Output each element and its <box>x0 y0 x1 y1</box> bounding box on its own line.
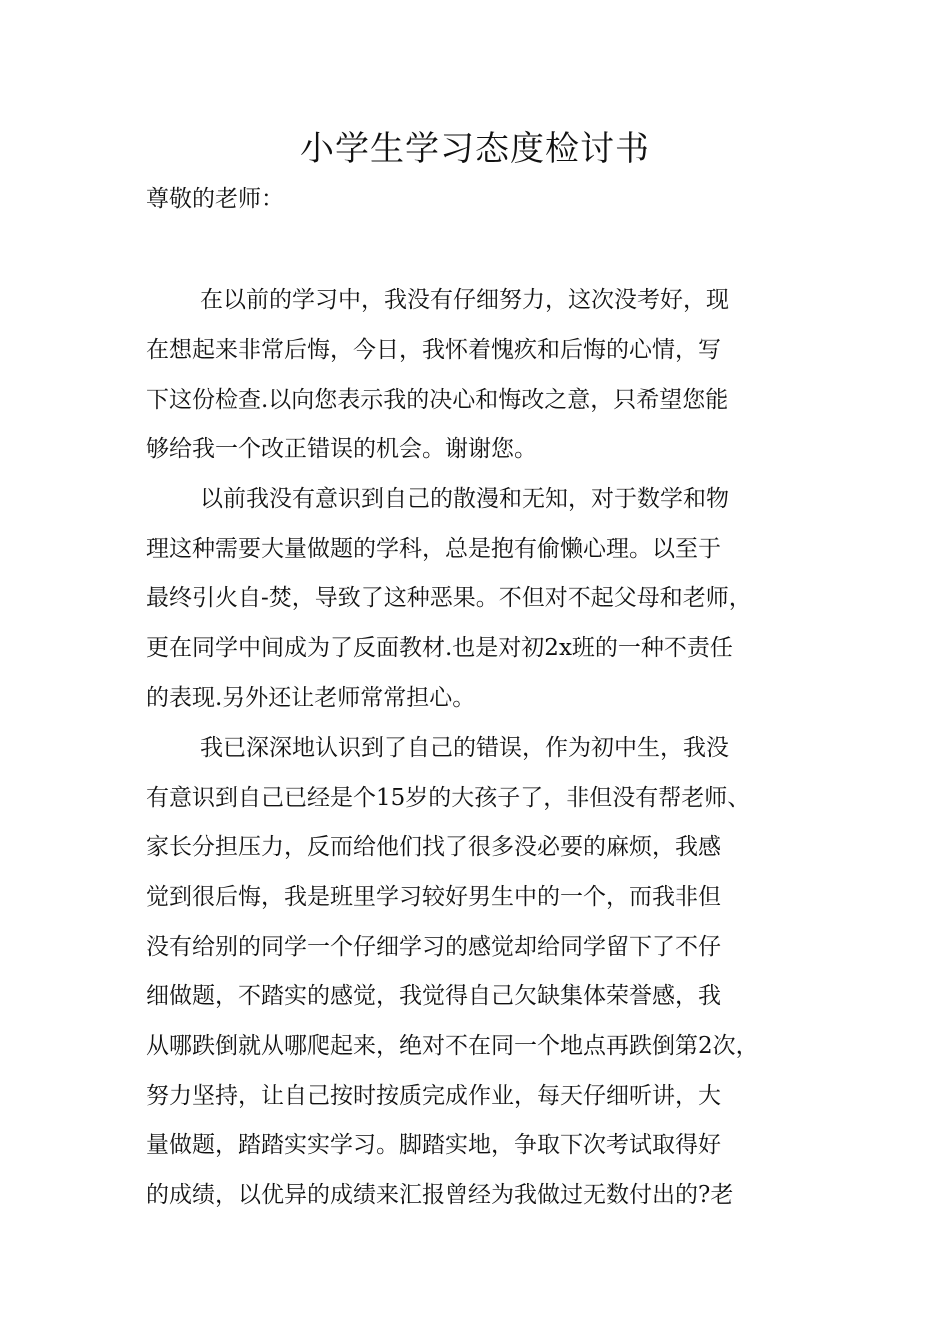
paragraph-line: 觉到很后悔，我是班里学习较好男生中的一个，而我非但 <box>146 884 721 910</box>
paragraph-line: 以前我没有意识到自己的散漫和无知，对于数学和物 <box>200 486 729 512</box>
document-title: 小学生学习态度检讨书 <box>300 129 650 169</box>
paragraph-line: 在以前的学习中，我没有仔细努力，这次没考好，现 <box>200 287 729 313</box>
paragraph-line: 从哪跌倒就从哪爬起来，绝对不在同一个地点再跌倒第2次， <box>146 1033 759 1059</box>
salutation: 尊敬的老师： <box>146 186 284 212</box>
paragraph-line: 量做题，踏踏实实学习。脚踏实地，争取下次考试取得好 <box>146 1132 721 1158</box>
paragraph-line: 我已深深地认识到了自己的错误，作为初中生，我没 <box>200 735 729 761</box>
paragraph-line: 最终引火自-焚，导致了这种恶果。不但对不起父母和老师， <box>146 585 752 611</box>
paragraph-line: 更在同学中间成为了反面教材.也是对初2x班的一种不责任 <box>146 635 733 661</box>
paragraph-line: 够给我一个改正错误的机会。谢谢您。 <box>146 436 537 462</box>
paragraph-line: 努力坚持，让自己按时按质完成作业，每天仔细听讲，大 <box>146 1083 721 1109</box>
paragraph-line: 下这份检查.以向您表示我的决心和悔改之意，只希望您能 <box>146 387 729 413</box>
paragraph-line: 的表现.另外还让老师常常担心。 <box>146 685 476 711</box>
paragraph-line: 在想起来非常后悔，今日，我怀着愧疚和后悔的心情，写 <box>146 337 721 363</box>
paragraph-line: 理这种需要大量做题的学科，总是抱有偷懒心理。以至于 <box>146 536 721 562</box>
paragraph-line: 没有给别的同学一个仔细学习的感觉却给同学留下了不仔 <box>146 934 721 960</box>
paragraph-line: 家长分担压力，反而给他们找了很多没必要的麻烦，我感 <box>146 834 721 860</box>
paragraph-line: 细做题，不踏实的感觉，我觉得自己欠缺集体荣誉感，我 <box>146 983 721 1009</box>
paragraph-line: 的成绩，以优异的成绩来汇报曾经为我做过无数付出的?老 <box>146 1182 734 1208</box>
paragraph-line: 有意识到自己已经是个15岁的大孩子了，非但没有帮老师、 <box>146 785 751 811</box>
